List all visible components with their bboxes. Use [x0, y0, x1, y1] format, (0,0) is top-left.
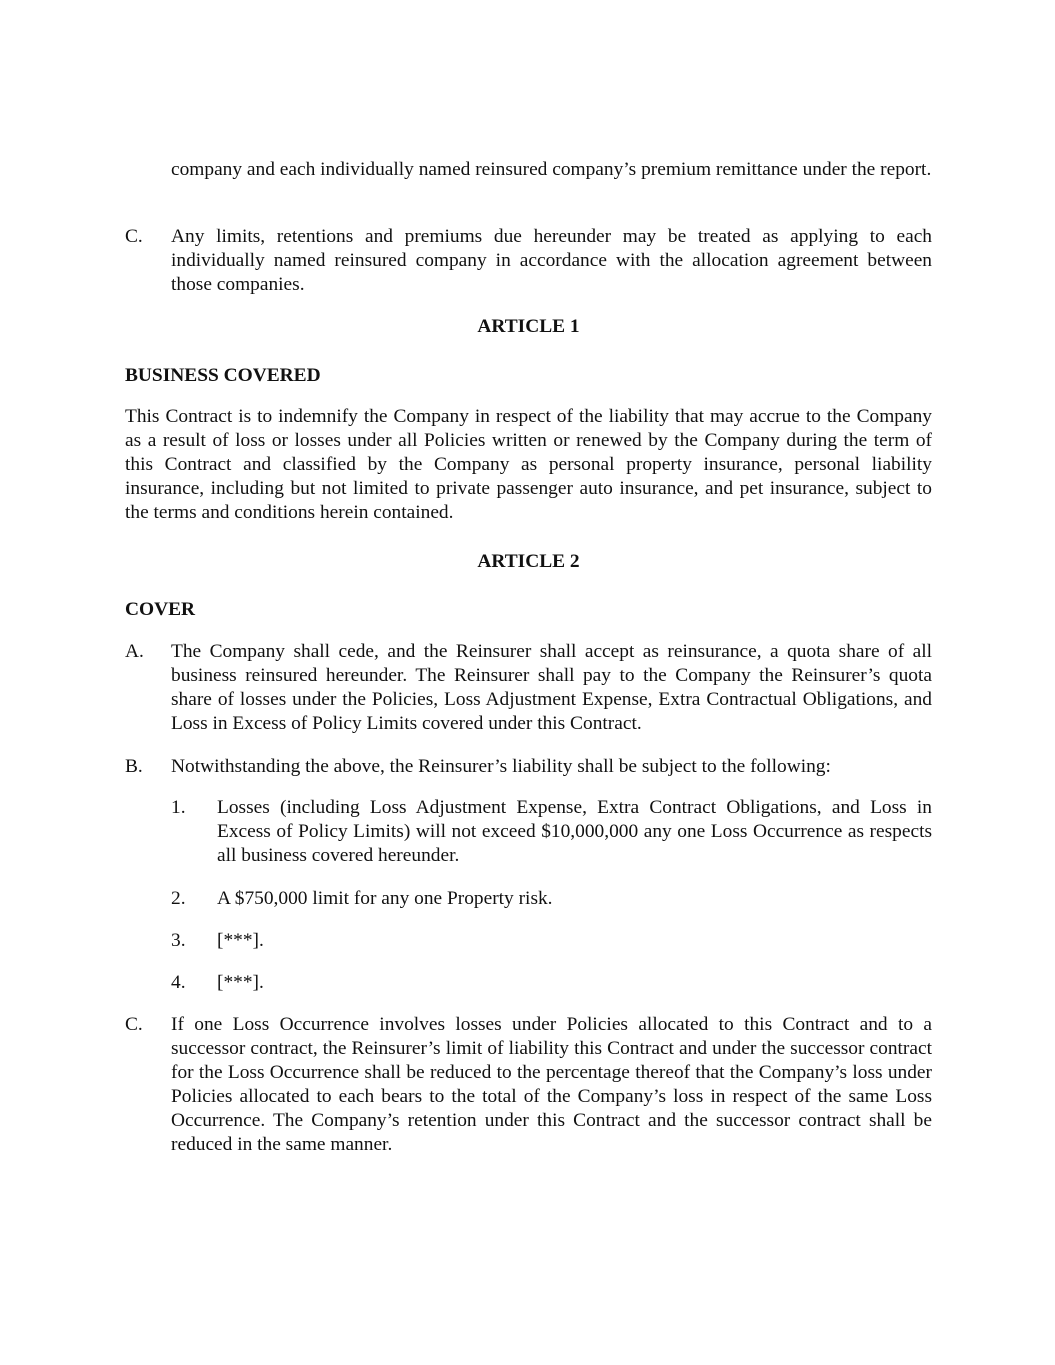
article-1-heading: ARTICLE 1	[477, 316, 580, 337]
article-1-title: BUSINESS COVERED	[125, 365, 321, 386]
cover-subitem-1-marker: 1.	[171, 797, 186, 818]
continuation-paragraph: company and each individually named reinsured company’s premium remittance under the report.	[171, 159, 932, 180]
cover-subitem-2-text: A $750,000 limit for any one Property risk.	[217, 888, 553, 909]
article-2-heading: ARTICLE 2	[477, 551, 580, 572]
cover-subitem-4-text: [***].	[217, 972, 264, 993]
cover-item-a-text: The Company shall cede, and the Reinsurer shall accept as reinsurance, a quota share of all business reinsured hereunder. The Reinsurer shall pay to the Company the Reinsurer’s quota share of losses under the Policies, Loss Adjustment Expense, Extra Contractual Obligations, and Loss in Excess of Policy Limits covered under this Contract.	[171, 641, 932, 734]
article-2-title: COVER	[125, 599, 196, 620]
cover-item-b-marker: B.	[125, 756, 143, 777]
cover-subitem-2-marker: 2.	[171, 888, 186, 909]
cover-subitem-3-text: [***].	[217, 930, 264, 951]
cover-item-c-marker: C.	[125, 1014, 143, 1035]
intro-item-c-marker: C.	[125, 226, 143, 247]
cover-subitem-1-text: Losses (including Loss Adjustment Expense, Extra Contract Obligations, and Loss in Excess of Policy Limits) will not exceed $10,000,000 any one Loss Occurrence as respects all business covered hereunder.	[217, 797, 932, 866]
article-1-body: This Contract is to indemnify the Company in respect of the liability that may accrue to the Company as a result of loss or losses under all Policies written or renewed by the Company during the term of this Contract and classified by the Company as personal property insurance, personal liability insurance, including but not limited to private passenger auto insurance, and pet insurance, subject to the terms and conditions herein contained.	[125, 406, 932, 523]
cover-item-a-marker: A.	[125, 641, 144, 662]
intro-item-c-text: Any limits, retentions and premiums due hereunder may be treated as applying to each individually named reinsured company in accordance with the allocation agreement between those companies.	[171, 226, 932, 295]
cover-item-c-text: If one Loss Occurrence involves losses under Policies allocated to this Contract and to a successor contract, the Reinsurer’s limit of liability this Contract and under the successor contract for the Loss Occurrence shall be reduced to the percentage thereof that the Company’s loss under Policies allocated to each bears to the total of the Company’s loss in respect of the same Loss Occurrence. The Company’s retention under this Contract and the successor contract shall be reduced in the same manner.	[171, 1014, 932, 1155]
cover-subitem-4-marker: 4.	[171, 972, 186, 993]
cover-subitem-3-marker: 3.	[171, 930, 186, 951]
cover-item-b-text: Notwithstanding the above, the Reinsurer’s liability shall be subject to the following:	[171, 756, 831, 777]
